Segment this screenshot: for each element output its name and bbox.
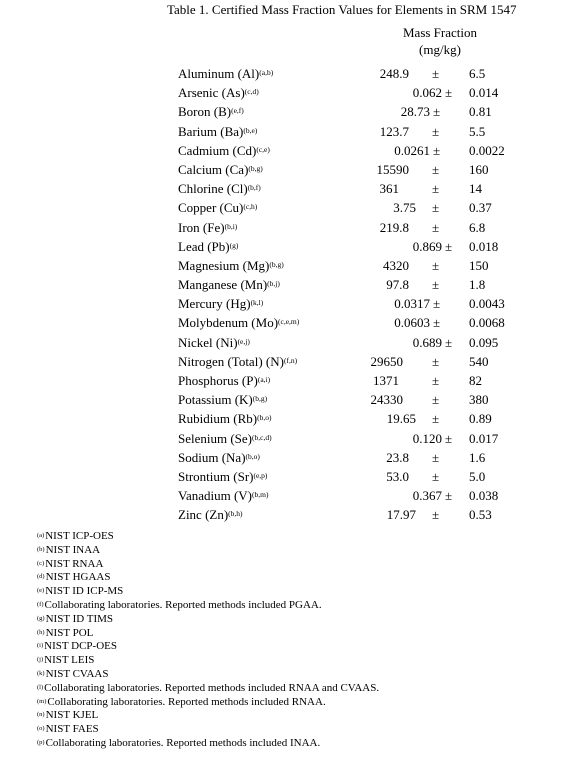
mass-fraction-value: 4320 [383,257,409,273]
element-name [178,141,270,160]
table-row [0,448,587,467]
table-row [0,429,587,448]
footnote-text: NIST FAES [45,723,99,736]
table-row [0,64,587,83]
table-row [0,409,587,428]
element-label: Selenium (Se) [178,430,253,446]
mass-fraction-value: 0.0317 [394,296,430,312]
footnote-mark: (j) [37,656,44,664]
footnote-mark: (o) [37,725,45,733]
table-row [0,102,587,121]
footnote-item [37,723,379,737]
element-name [178,409,271,428]
method-notes: (k,l) [250,298,264,308]
plus-minus-symbol: ± [433,315,441,331]
footnote-mark: (d) [37,573,45,581]
uncertainty-value: 14 [469,181,482,197]
element-label: Sodium (Na) [178,449,246,465]
footnote-mark: (n) [37,711,45,719]
uncertainty-value: 0.095 [469,334,499,350]
uncertainty-value: 380 [469,392,489,408]
method-notes: (b,f) [247,183,261,193]
method-notes: (b,g) [269,259,284,269]
table-row [0,122,587,141]
footnote-mark: (c) [37,559,45,567]
table-row [0,256,587,275]
footnote-text: NIST HGAAS [45,571,111,584]
footnote-text: NIST ICP-OES [45,530,114,542]
plus-minus-symbol: ± [432,161,440,177]
footnote-item [37,654,379,668]
element-name [178,371,270,390]
mass-fraction-value: 23.8 [386,449,409,465]
method-notes: (e,p) [253,470,268,480]
table-row [0,141,587,160]
element-name [178,352,297,371]
element-name [178,448,260,467]
footnote-mark: (m) [37,697,47,705]
uncertainty-value: 0.0068 [469,315,505,331]
plus-minus-symbol: ± [432,257,440,273]
mass-fraction-value: 0.062 [412,85,442,101]
footnote-mark: (p) [37,738,45,746]
footnote-text: Collaborating laboratories. Reported methods included PGAA. [44,598,322,611]
method-notes: (b,m) [252,490,269,500]
method-notes: (b,o) [245,451,260,461]
footnote-item [37,640,379,654]
element-label: Magnesium (Mg) [178,257,270,273]
plus-minus-symbol: ± [433,142,441,158]
method-notes: (b,i) [224,221,238,231]
table-row [0,486,587,505]
mass-fraction-value: 3.75 [393,200,416,216]
element-name [178,294,263,313]
uncertainty-value: 5.0 [469,468,486,484]
uncertainty-value: 0.53 [469,507,492,523]
mass-fraction-value: 361 [379,181,399,197]
method-notes: (a,b) [259,68,274,77]
table-row [0,467,587,486]
table-row [0,313,587,332]
uncertainty-value: 6.8 [469,219,486,235]
footnote-item [37,696,379,710]
plus-minus-symbol: ± [432,507,440,523]
method-notes: (a,i) [257,375,271,384]
element-label: Potassium (K) [178,392,253,408]
footnote-item [37,530,379,544]
mass-fraction-value: 0.120 [412,430,442,446]
uncertainty-value: 6.5 [469,66,486,81]
mass-fraction-value: 1371 [373,373,399,388]
plus-minus-symbol: ± [445,85,453,101]
footnote-item [37,709,379,723]
table-row [0,505,587,524]
uncertainty-value: 0.017 [469,430,499,446]
footnote-item [37,571,379,585]
method-notes: (c,e,m) [278,317,300,327]
footnote-item [37,585,379,599]
uncertainty-value: 1.6 [469,449,486,465]
element-label: Manganese (Mn) [178,277,268,293]
plus-minus-symbol: ± [432,200,440,216]
mass-fraction-value: 15590 [376,161,409,177]
element-name [178,218,237,237]
plus-minus-symbol: ± [432,66,440,81]
uncertainty-value: 0.014 [469,85,499,101]
method-notes: (g) [229,240,239,250]
element-name [178,160,263,179]
plus-minus-symbol: ± [432,353,440,369]
table-row [0,237,587,256]
element-label: Vanadium (V) [178,488,253,504]
plus-minus-symbol: ± [432,468,440,484]
mass-fraction-value: 0.367 [412,488,442,504]
method-notes: (b,e) [243,125,258,135]
uncertainty-value: 82 [469,373,482,388]
footnote-text: NIST POL [45,626,94,639]
uncertainty-value: 5.5 [469,123,486,139]
element-name [178,198,257,217]
element-label: Iron (Fe) [178,219,225,235]
mass-fraction-value: 24330 [370,392,403,408]
column-header-mass-fraction: Mass Fraction [402,25,478,40]
mass-fraction-value: 219.8 [379,219,409,235]
element-label: Nickel (Ni) [178,334,238,350]
footnote-item [37,668,379,682]
element-name [178,333,250,352]
mass-fraction-value: 0.0603 [394,315,430,331]
footnote-text: NIST KJEL [45,709,99,722]
mass-fraction-value: 28.73 [400,104,430,120]
table-row [0,275,587,294]
element-label: Copper (Cu) [178,200,244,216]
footnote-mark: (g) [37,614,45,622]
method-notes: (c,h) [243,202,258,212]
plus-minus-symbol: ± [433,104,441,120]
method-notes: (e,j) [237,336,250,346]
element-label: Phosphorus (P) [178,373,258,388]
plus-minus-symbol: ± [432,411,440,427]
uncertainty-value: 0.81 [469,104,492,120]
mass-fraction-value: 248.9 [379,66,409,81]
certified-values-table [0,64,587,525]
element-label: Barium (Ba) [178,123,244,139]
footnote-mark: (i) [37,642,44,650]
uncertainty-value: 0.0043 [469,296,505,312]
element-name [178,122,257,141]
element-label: Zinc (Zn) [178,507,229,523]
element-name [178,102,244,121]
table-title-text: Table 1. Certified Mass Fraction Values for Elements in SRM 1547 [167,2,517,17]
table-row [0,294,587,313]
table-row [0,390,587,409]
footnotes-list [37,530,379,751]
footnote-text: Collaborating laboratories. Reported methods included RNAA and CVAAS. [44,681,380,694]
method-notes: (e,f) [231,106,244,116]
footnote-text: NIST LEIS [44,654,95,667]
element-label: Arsenic (As) [178,85,245,101]
footnote-item [37,544,379,558]
element-name [178,429,272,448]
mass-fraction-value: 123.7 [379,123,409,139]
footnote-text: NIST INAA [45,543,101,556]
table-row [0,160,587,179]
element-name [178,275,280,294]
element-name [178,64,273,83]
footnote-text: NIST DCP-OES [44,640,117,653]
footnote-text: NIST ID ICP-MS [45,585,124,598]
plus-minus-symbol: ± [445,430,453,446]
method-notes: (b,j) [267,279,280,289]
method-notes: (b,c,d) [252,432,272,442]
uncertainty-value: 0.89 [469,411,492,427]
element-label: Nitrogen (Total) (N) [178,353,284,369]
element-name [178,256,284,275]
footnote-mark: (k) [37,669,45,677]
footnote-item [37,613,379,627]
element-name [178,313,299,332]
footnote-mark: (l) [37,683,44,691]
plus-minus-symbol: ± [445,334,453,350]
uncertainty-value: 540 [469,353,489,369]
plus-minus-symbol: ± [432,181,440,197]
element-name [178,467,267,486]
plus-minus-symbol: ± [432,123,440,139]
uncertainty-value: 150 [469,257,489,273]
mass-fraction-value: 0.0261 [394,142,430,158]
plus-minus-symbol: ± [432,277,440,293]
table-row [0,333,587,352]
plus-minus-symbol: ± [433,296,441,312]
footnote-item [37,682,379,696]
element-label: Cadmium (Cd) [178,142,257,158]
mass-fraction-value: 97.8 [386,277,409,293]
element-label: Chlorine (Cl) [178,181,248,197]
element-label: Mercury (Hg) [178,296,251,312]
mass-fraction-value: 53.0 [386,468,409,484]
uncertainty-value: 0.0022 [469,142,505,158]
element-label: Rubidium (Rb) [178,411,258,427]
table-row [0,218,587,237]
element-name [178,505,243,524]
footnote-item [37,737,379,751]
table-row [0,179,587,198]
footnote-item [37,558,379,572]
uncertainty-value: 160 [469,161,489,177]
element-name [178,486,268,505]
element-label: Calcium (Ca) [178,161,249,177]
element-label: Boron (B) [178,104,232,120]
element-name [178,83,259,102]
plus-minus-symbol: ± [432,219,440,235]
footnote-text: NIST ID TIMS [45,612,114,625]
element-label: Strontium (Sr) [178,468,254,484]
footnote-text: NIST CVAAS [45,667,109,680]
method-notes: (c,d) [244,87,259,97]
method-notes: (b,h) [228,509,243,519]
mass-fraction-value: 17.97 [386,507,416,523]
table-row [0,83,587,102]
table-row [0,371,587,390]
uncertainty-value: 0.038 [469,488,499,504]
plus-minus-symbol: ± [445,238,453,254]
mass-fraction-value: 19.65 [386,411,416,427]
mass-fraction-value: 29650 [370,353,403,369]
footnote-item [37,599,379,613]
element-label: Aluminum (Al) [178,66,260,81]
element-label: Lead (Pb) [178,238,230,254]
column-header-units: (mg/kg) [419,42,461,57]
table-row [0,352,587,371]
mass-fraction-value: 0.689 [412,334,442,350]
element-name [178,390,267,409]
footnote-mark: (f) [37,600,44,608]
plus-minus-symbol: ± [432,449,440,465]
method-notes: (b,o) [257,413,272,423]
mass-fraction-value: 0.869 [412,238,442,254]
footnote-mark: (h) [37,628,45,636]
uncertainty-value: 0.37 [469,200,492,216]
footnote-mark: (a) [37,532,45,539]
footnote-text: NIST RNAA [45,557,104,570]
uncertainty-value: 0.018 [469,238,499,254]
footnote-text: Collaborating laboratories. Reported methods included RNAA. [47,695,326,708]
element-name [178,237,238,256]
method-notes: (b,g) [248,163,263,173]
method-notes: (b,g) [252,394,268,404]
footnote-mark: (b) [37,545,45,553]
plus-minus-symbol: ± [432,373,440,388]
element-label: Molybdenum (Mo) [178,315,279,331]
footnote-item [37,627,379,641]
element-name [178,179,261,198]
plus-minus-symbol: ± [445,488,453,504]
footnote-mark: (e) [37,587,45,595]
uncertainty-value: 1.8 [469,277,486,293]
table-row [0,198,587,217]
method-notes: (f,n) [283,355,298,365]
footnote-text: Collaborating laboratories. Reported methods included INAA. [45,736,321,749]
method-notes: (c,e) [256,144,270,154]
plus-minus-symbol: ± [432,392,440,408]
